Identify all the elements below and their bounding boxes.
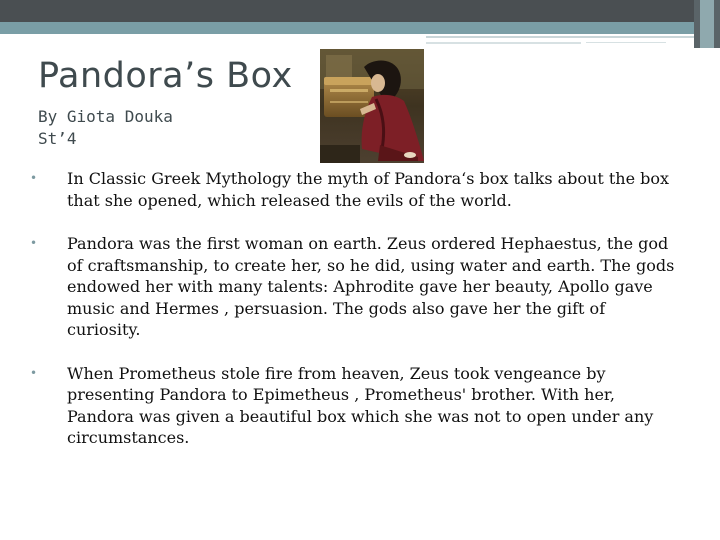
author-line: By Giota Douka	[38, 107, 173, 126]
bullet-text: Pandora was the first woman on earth. Zeus ordered Hephaestus, the god of craftsmanship, to create her, so he did, using water and earth. The gods endowed her with many talents: Aphrodite gave her beauty, Apollo gave music and Hermes , persuasion. The gods also gave her the gift of curiosity.	[67, 234, 675, 339]
class-line: St’4	[38, 129, 77, 148]
header-band	[0, 0, 694, 22]
bullet-text: When Prometheus stole fire from heaven, Zeus took vengeance by presenting Pandora to Epimetheus , Prometheus' brother. With her, Pandora was given a beautiful box which she was not to open under any circumstances.	[67, 363, 654, 447]
bullet-list	[30, 168, 680, 449]
slide-title: Pandora’s Box	[38, 56, 293, 96]
bullet-text: In Classic Greek Mythology the myth of Pandora‘s box talks about the box that she opened, which released the evils of the world.	[67, 169, 670, 210]
header-corner-accent	[700, 0, 714, 48]
bullet-item	[30, 168, 680, 211]
header-rule-line	[426, 36, 694, 38]
bullet-marker: •	[30, 236, 38, 250]
pandora-painting-image	[320, 49, 424, 163]
slide-subtitle	[38, 106, 173, 150]
bullet-item	[30, 233, 680, 341]
header-rule-line-thin	[586, 42, 666, 43]
header-rule-line-short	[426, 42, 581, 44]
bullet-marker: •	[30, 171, 38, 185]
bullet-marker: •	[30, 365, 38, 380]
header-accent-band	[0, 22, 694, 34]
bullet-item	[30, 363, 680, 449]
